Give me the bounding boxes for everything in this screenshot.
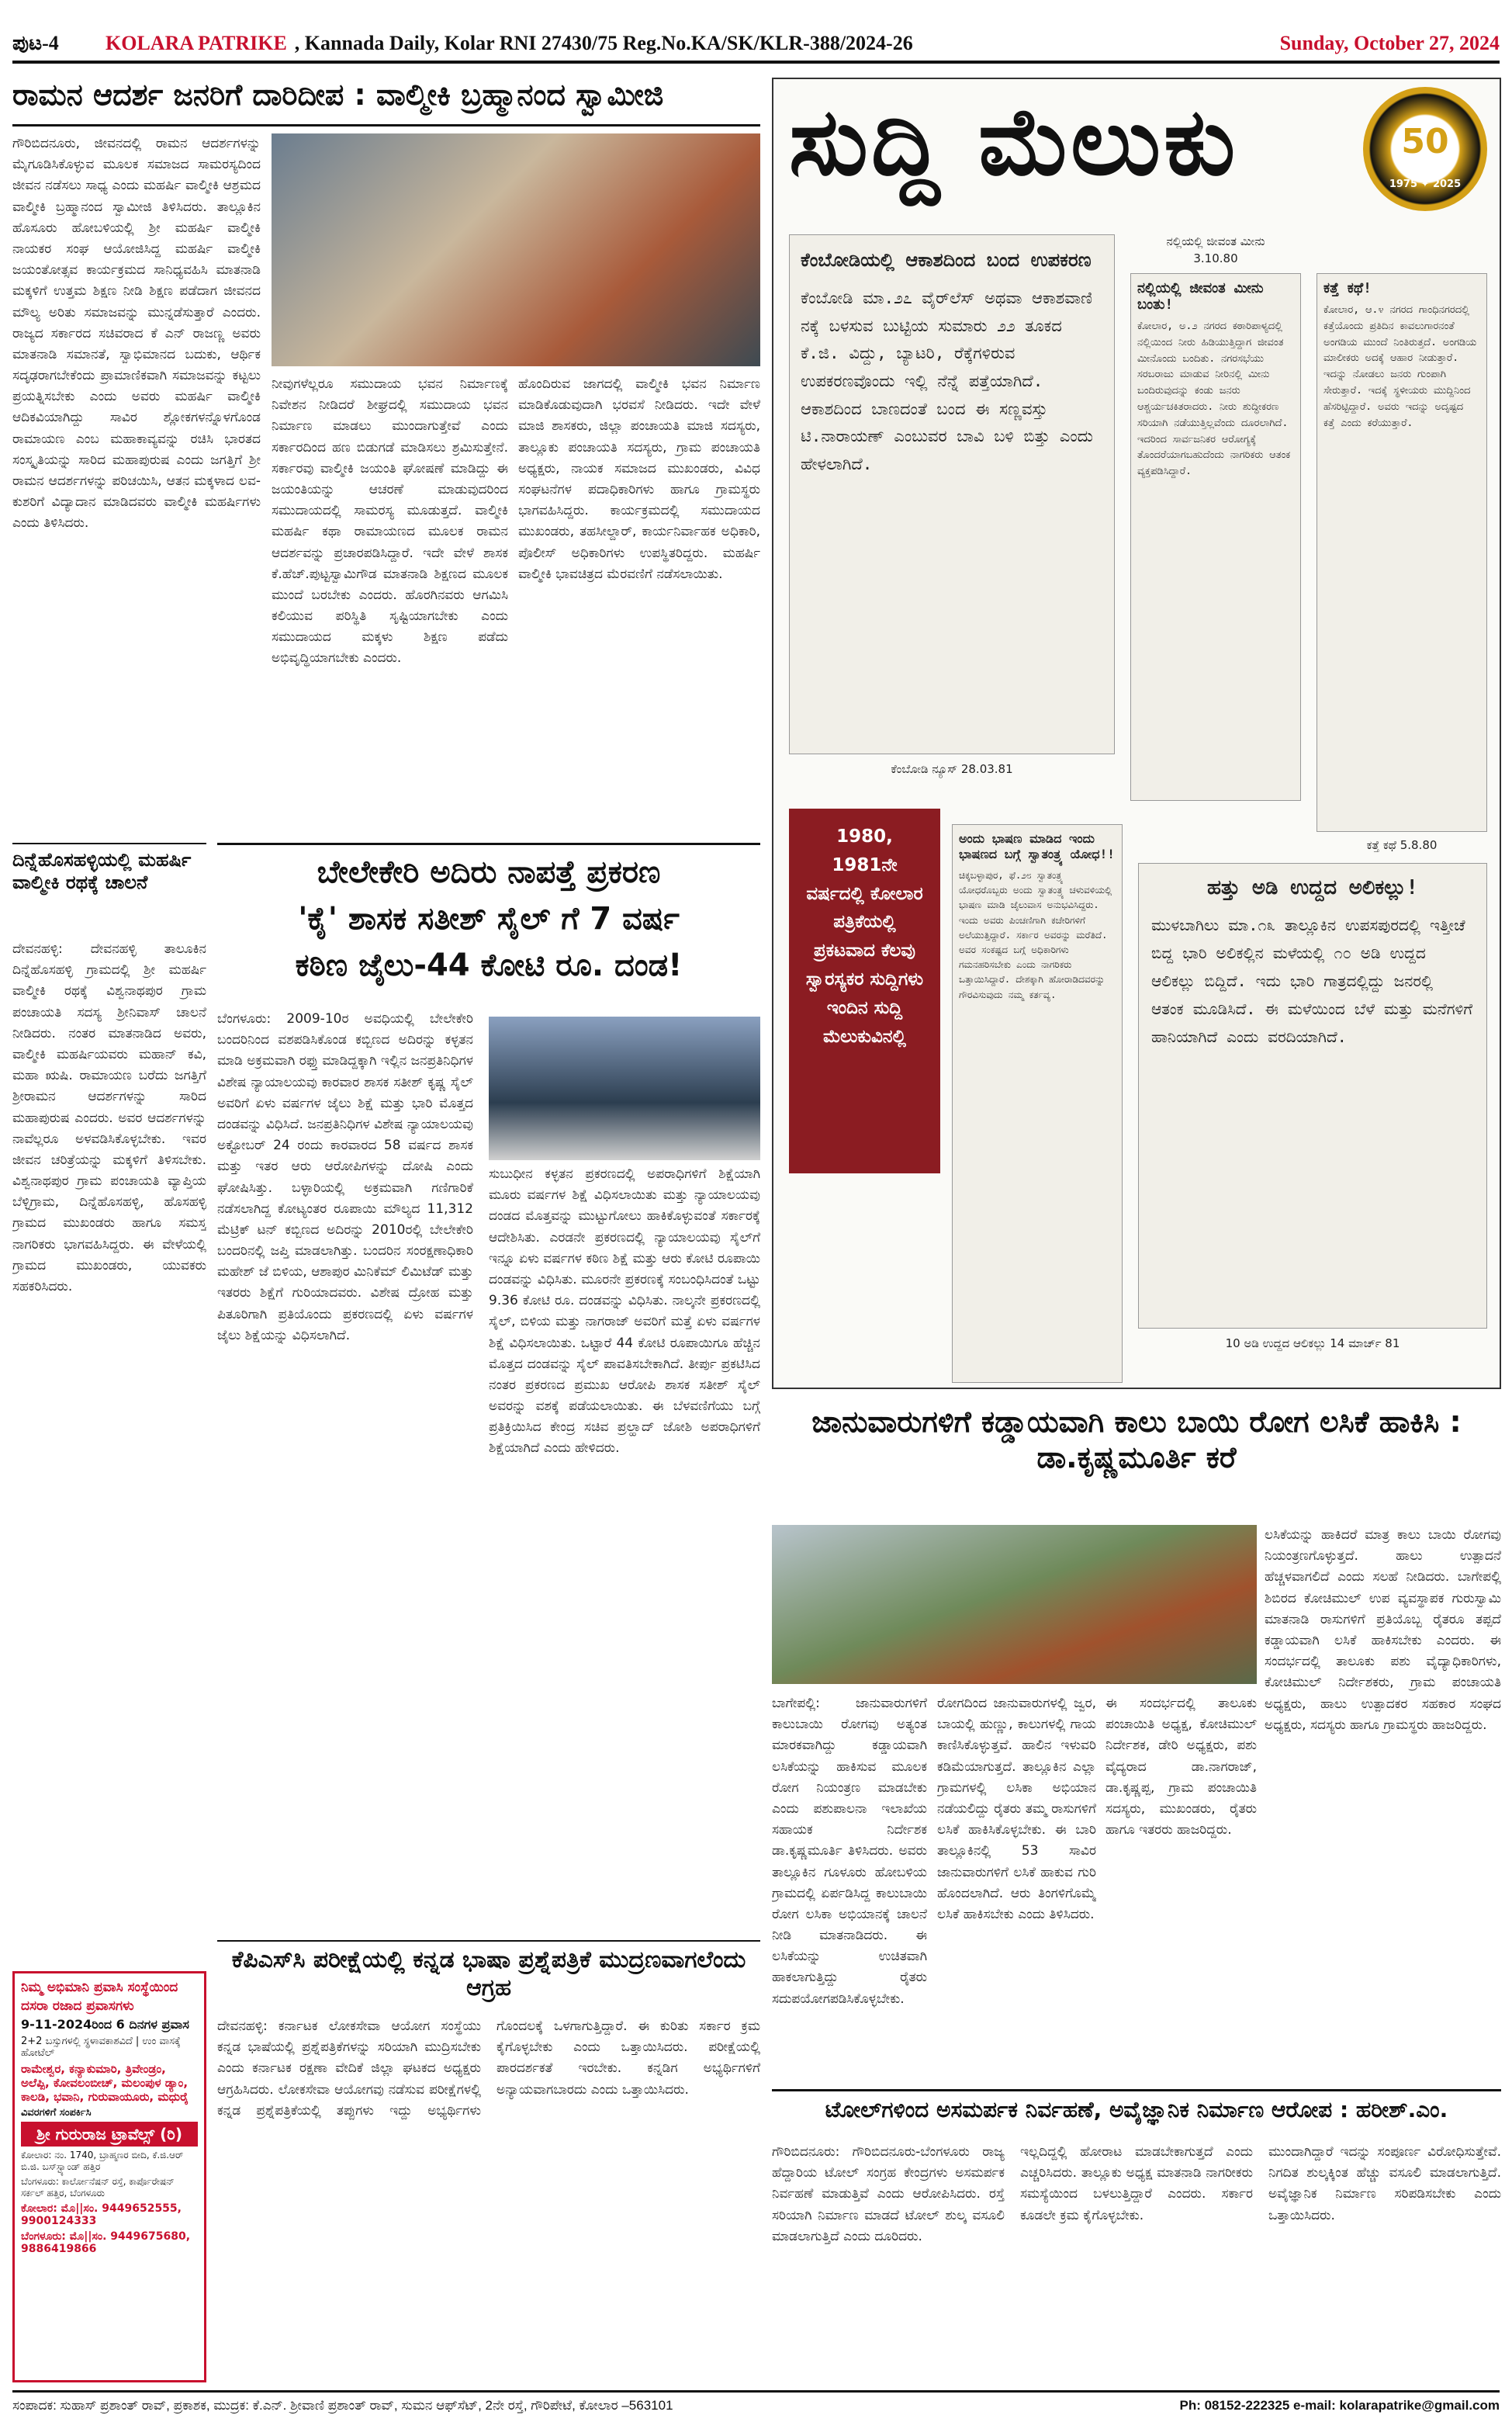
story-vaccine-col-c: ಈ ಸಂದರ್ಭದಲ್ಲಿ ತಾಲೂಕು ಪಂಚಾಯಿತಿ ಅಧ್ಯಕ್ಷ, ಕೋಚಿಮುಲ್ ನಿರ್ದೇಶಕ, ಡೇರಿ ಅಧ್ಯಕ್ಷರು, ಪಶು ವೈದ್ಯರಾದ ಡಾ.ನಾಗರಾಜ್, ಡಾ.ಕೃಷ್ಣಪ್ಪ, ಗ್ರಾಮ ಪಂಚಾಯಿತಿ ಸದಸ್ಯರು, ಮುಖಂಡರು, ರೈತರು ಹಾಗೂ ಇತರರು ಹಾಜರಿದ್ದರು.	[1105, 1696, 1257, 1838]
clipping-body: ಚಿಕ್ಕಬಳ್ಳಾಪುರ, ಫೆ.೨೮ ಸ್ವಾತಂತ್ರ್ಯ ಯೋಧರೊಬ್ಬರು ಅಂದು ಸ್ವಾತಂತ್ರ್ಯ ಚಳುವಳಿಯಲ್ಲಿ ಭಾಷಣ ಮಾಡಿ ಜೈಲುವಾಸ ಅನುಭವಿಸಿದ್ದರು. ಇಂದು ಅವರು ಪಿಂಚಣಿಗಾಗಿ ಕಚೇರಿಗಳಿಗೆ ಅಲೆಯುತ್ತಿದ್ದಾರೆ. ಸರ್ಕಾರ ಅವರನ್ನು ಮರೆತಿದೆ. ಅವರ ಸಂಕಷ್ಟದ ಬಗ್ಗೆ ಅಧಿಕಾರಿಗಳು ಗಮನಹರಿಸಬೇಕು ಎಂದು ನಾಗರಿಕರು ಒತ್ತಾಯಿಸಿದ್ದಾರೆ. ದೇಶಕ್ಕಾಗಿ ಹೋರಾಡಿದವರನ್ನು ಗೌರವಿಸುವುದು ನಮ್ಮ ಕರ್ತವ್ಯ.	[959, 870, 1112, 1000]
anniversary-logo	[1363, 87, 1487, 211]
clipping-title: ಕತ್ತೆ ಕಥೆ!	[1323, 280, 1372, 296]
ad-subtitle: ದಸರಾ ರಜಾದ ಪ್ರವಾಸಗಳು	[21, 1998, 134, 2014]
ad-title: ನಿಮ್ಮ ಅಭಿಮಾನಿ ಪ್ರವಾಸಿ ಸಂಸ್ಥೆಯಿಂದ	[21, 1980, 178, 1995]
clipping-hailstone	[1138, 863, 1487, 1329]
story-vaccine-col-right: ಲಸಿಕೆಯನ್ನು ಹಾಕಿದರೆ ಮಾತ್ರ ಕಾಲು ಬಾಯಿ ರೋಗವು ನಿಯಂತ್ರಣಗೊಳ್ಳುತ್ತದೆ. ಹಾಲು ಉತ್ಪಾದನೆ ಹೆಚ್ಚಳವಾಗಲಿದೆ ಎಂದು ಸಲಹೆ ನೀಡಿದರು. ಬಾಗೇಪಲ್ಲಿ ಶಿಬಿರದ ಕೋಚಿಮುಲ್ ಉಪ ವ್ಯವಸ್ಥಾಪಕ ಗುರುಸ್ವಾಮಿ ಮಾತನಾಡಿ ರಾಸುಗಳಿಗೆ ಪ್ರತಿಯೊಬ್ಬ ರೈತರೂ ತಪ್ಪದೆ ಕಡ್ಡಾಯವಾಗಿ ಲಸಿಕೆ ಹಾಕಿಸಬೇಕು ಎಂದರು. ಈ ಸಂದರ್ಭದಲ್ಲಿ ತಾಲೂಕು ಪಶು ವೈದ್ಯಾಧಿಕಾರಿಗಳು, ಕೋಚಿಮುಲ್ ನಿರ್ದೇಶಕರು, ಗ್ರಾಮ ಪಂಚಾಯತಿ ಅಧ್ಯಕ್ಷರು, ಹಾಲು ಉತ್ಪಾದಕರ ಸಹಕಾರ ಸಂಘದ ಅಧ್ಯಕ್ಷರು, ಸದಸ್ಯರು ಹಾಗೂ ಗ್ರಾಮಸ್ಥರು ಹಾಜರಿದ್ದರು.	[1265, 1527, 1501, 1733]
clipping-title: ಹತ್ತು ಅಡಿ ಉದ್ದದ ಅಲಿಕಲ್ಲು!	[1206, 876, 1419, 899]
clipping-caption: ಕತ್ತೆ ಕಥೆ 5.8.80	[1366, 838, 1438, 852]
ad-contact-label: ವಿವರಗಳಿಗೆ ಸಂಪರ್ಕಿಸಿ	[21, 2107, 92, 2119]
story-sail-col2: ಸುಬುಧೀನ ಕಳ್ಳತನ ಪ್ರಕರಣದಲ್ಲಿ ಅಪರಾಧಿಗಳಿಗೆ ಶಿಕ್ಷೆಯಾಗಿ ಮೂರು ವರ್ಷಗಳ ಶಿಕ್ಷೆ ವಿಧಿಸಲಾಯಿತು ಮತ್ತು ನ್ಯಾಯಾಲಯವು ದಂಡದ ಮೊತ್ತವನ್ನು ಮುಟ್ಟುಗೋಲು ಹಾಕಿಕೊಳ್ಳುವಂತೆ ಸರ್ಕಾರಕ್ಕೆ ಆದೇಶಿಸಿತು. ಎರಡನೇ ಪ್ರಕರಣದಲ್ಲಿ ನ್ಯಾಯಾಲಯವು ಸೈಲ್‌ಗೆ ಇನ್ನೂ ಏಳು ವರ್ಷಗಳ ಕಠಿಣ ಶಿಕ್ಷೆ ಮತ್ತು ಆರು ಕೋಟಿ ರೂಪಾಯಿ ದಂಡವನ್ನು ವಿಧಿಸಿತು. ಮೂರನೇ ಪ್ರಕರಣಕ್ಕೆ ಸಂಬಂಧಿಸಿದಂತೆ ಒಟ್ಟು 9.36 ಕೋಟಿ ರೂ. ದಂಡವನ್ನು ವಿಧಿಸಿತು. ನಾಲ್ಕನೇ ಪ್ರಕರಣದಲ್ಲಿ ಸೈಲ್, ಬಿಳಿಯ ಮತ್ತು ನಾಗರಾಜ್ ಅವರಿಗೆ ಮತ್ತೆ ಏಳು ವರ್ಷಗಳ ಶಿಕ್ಷೆ ವಿಧಿಸಲಾಯಿತು. ಒಟ್ಟಾರೆ 44 ಕೋಟಿ ರೂಪಾಯಿಗೂ ಹೆಚ್ಚಿನ ಮೊತ್ತದ ದಂಡವನ್ನು ಸೈಲ್ ಪಾವತಿಸಬೇಕಾಗಿದೆ. ತೀರ್ಪು ಪ್ರಕಟಿಸಿದ ನಂತರ ಪ್ರಕರಣದ ಪ್ರಮುಖ ಆರೋಪಿ ಶಾಸಕ ಸತೀಶ್ ಸೈಲ್ ಅವರನ್ನು ವಶಕ್ಕೆ ಪಡೆಯಲಾಯಿತು. ಈ ಬೆಳವಣಿಗೆಯು ಬಗ್ಗೆ ಪ್ರತಿಕ್ರಿಯಿಸಿದ ಕೇಂದ್ರ ಸಚಿವ ಪ್ರಲ್ಹಾದ್ ಜೋಶಿ ಅಪರಾಧಿಗಳಿಗೆ ಶಿಕ್ಷೆಯಾಗಿದೆ ಎಂದು ಹೇಳಿದರು.	[489, 1166, 760, 1457]
clipping-body: ಕೆಂಬೋಡಿ ಮಾ.೨೭ ವೈರ್‌ಲೆಸ್ ಅಥವಾ ಆಕಾಶವಾಣಿ ನಕ್ಕೆ ಬಳಸುವ ಬುಟ್ಟಿಯ ಸುಮಾರು ೨೨ ತೂಕದ ಕೆ.ಜಿ. ವಿದ್ದು, ಬ್ಯಾಟರಿ, ರೆಕ್ಕೆಗಳಿರುವ ಉಪಕರಣವೊಂದು ಇಲ್ಲಿ ನೆನ್ನೆ ಪತ್ತೆಯಾಗಿದೆ. ಆಕಾಶದಿಂದ ಬಾಣದಂತೆ ಬಂದ ಈ ಸಣ್ಣವಸ್ತು ಟಿ.ನಾರಾಯಣ್ ಎಂಬುವರ ಬಾವಿ ಬಳಿ ಬಿತ್ತು ಎಂದು ಹೇಳಲಾಗಿದೆ.	[801, 289, 1093, 474]
story-valmiki-col2: ನೀವುಗಳೆಲ್ಲರೂ ಸಮುದಾಯ ಭವನ ನಿರ್ಮಾಣಕ್ಕೆ ನಿವೇಶನ ನೀಡಿದರೆ ಶೀಘ್ರದಲ್ಲಿ ಸಮುದಾಯ ಭವನ ನಿರ್ಮಾಣ ಮಾಡಲು ಮುಂದಾಗುತ್ತೇವೆ ಎಂದು ಸರ್ಕಾರದಿಂದ ಹಣ ಬಿಡುಗಡೆ ಮಾಡಿಸಲು ಶ್ರಮಿಸುತ್ತೇನೆ. ಸರ್ಕಾರವು ವಾಲ್ಮೀಕಿ ಜಯಂತಿ ಘೋಷಣೆ ಮಾಡಿದ್ದು ಈ ಜಯಂತಿಯನ್ನು ಆಚರಣೆ ಮಾಡುವುದರಿಂದ ಸಮುದಾಯದಲ್ಲಿ ಸಾಮರಸ್ಯ ಮೂಡುತ್ತದೆ. ವಾಲ್ಮೀಕಿ ಮಹರ್ಷಿ ಕಥಾ ರಾಮಾಯಣದ ಮೂಲಕ ರಾಮನ ಆದರ್ಶವನ್ನು ಪ್ರಚಾರಪಡಿಸಿದ್ದಾರೆ. ಇದೇ ವೇಳೆ ಶಾಸಕ ಕೆ.ಹೆಚ್.ಪುಟ್ಟಸ್ವಾಮಿಗೌಡ ಮಾತನಾಡಿ ಶಿಕ್ಷಣದ ಮೂಲಕ ಮುಂದೆ ಬರಬೇಕು ಎಂದರು. ಹೊರಗಿನವರು ಆಗಮಿಸಿ ಕಲಿಯುವ ಪರಿಸ್ಥಿತಿ ಸೃಷ್ಟಿಯಾಗಬೇಕು ಎಂದು ಸಮುದಾಯದ ಮಕ್ಕಳು ಶಿಕ್ಷಣ ಪಡೆದು ಅಭಿವೃದ್ಧಿಯಾಗಬೇಕು ಎಂದರು.	[272, 376, 508, 667]
travel-ad	[12, 1971, 206, 2382]
story-valmiki-col3: ಹೊಂದಿರುವ ಜಾಗದಲ್ಲಿ ವಾಲ್ಮೀಕಿ ಭವನ ನಿರ್ಮಾಣ ಮಾಡಿಕೊಡುವುದಾಗಿ ಭರವಸೆ ನೀಡಿದರು. ಇದೇ ವೇಳೆ ಮಾಜಿ ಶಾಸಕರು, ಜಿಲ್ಲಾ ಪಂಚಾಯತಿ ಮಾಜಿ ಸದಸ್ಯರು, ತಾಲ್ಲೂಕು ಪಂಚಾಯತಿ ಸದಸ್ಯರು, ಗ್ರಾಮ ಪಂಚಾಯತಿ ಅಧ್ಯಕ್ಷರು, ನಾಯಕ ಸಮಾಜದ ಮುಖಂಡರು, ವಿವಿಧ ಸಂಘಟನೆಗಳ ಪದಾಧಿಕಾರಿಗಳು ಹಾಗೂ ಗ್ರಾಮಸ್ಥರು ಭಾಗವಹಿಸಿದ್ದರು. ಕಾರ್ಯಕ್ರಮದಲ್ಲಿ ಸಮುದಾಯದ ಮುಖಂಡರು, ತಹಸೀಲ್ದಾರ್, ಕಾರ್ಯನಿರ್ವಾಹಕ ಅಧಿಕಾರಿ, ಪೊಲೀಸ್ ಅಧಿಕಾರಿಗಳು ಉಪಸ್ಥಿತರಿದ್ದರು. ಮಹರ್ಷಿ ವಾಲ್ಮೀಕಿ ಭಾವಚಿತ್ರದ ಮೆರವಣಿಗೆ ನಡೆಸಲಾಯಿತು.	[518, 376, 760, 582]
story-valmiki-headline: ರಾಮನ ಆದರ್ಶ ಜನರಿಗೆ ದಾರಿದೀಪ : ವಾಲ್ಮೀಕಿ ಬ್ರಹ್ಮಾನಂದ ಸ್ವಾಮೀಜಿ	[12, 78, 664, 112]
clipping-body: ಮುಳಬಾಗಿಲು ಮಾ.೧೩ ತಾಲ್ಲೂಕಿನ ಉಪಸಪುರದಲ್ಲಿ ಇತ್ತೀಚೆ ಬಿದ್ದ ಭಾರಿ ಅಲಿಕಲ್ಲಿನ ಮಳೆಯಲ್ಲಿ ೧೦ ಅಡಿ ಉದ್ದದ ಆಲಿಕಲ್ಲು ಬಿದ್ದಿದೆ. ಇದು ಭಾರಿ ಗಾತ್ರದಲ್ಲಿದ್ದು ಜನರಲ್ಲಿ ಆತಂಕ ಮೂಡಿಸಿದೆ. ಈ ಮಳೆಯಿಂದ ಬೆಳೆ ಮತ್ತು ಮನೆಗಳಿಗೆ ಹಾನಿಯಾಗಿದೆ ಎಂದು ವರದಿಯಾಗಿದೆ.	[1151, 916, 1473, 1046]
ad-places: ರಾಮೇಶ್ವರ, ಕನ್ಯಾಕುಮಾರಿ, ತ್ರಿವೇಂಡ್ರಂ, ಅಲೆಪ್ಪಿ, ಕೋವಲಂಬೀಚ್, ಮಲಂಪುಳ ಡ್ಯಾಂ, ಕಾಲಡಿ, ಭವಾನಿ, ಗುರುವಾಯೂರು, ಮಧುರೈ	[21, 2062, 189, 2104]
clipping-caption: ಕೆಂಬೋಡಿ ನ್ಯೂಸ್ 28.03.81	[891, 762, 1013, 776]
divider	[772, 2089, 1501, 2091]
clipping-date: 3.10.80	[1193, 251, 1238, 265]
story-vaccine-col-a: ಬಾಗೇಪಲ್ಲಿ: ಜಾನುವಾರುಗಳಿಗೆ ಕಾಲುಬಾಯಿ ರೋಗವು ಅತ್ಯಂತ ಮಾರಕವಾಗಿದ್ದು ಕಡ್ಡಾಯವಾಗಿ ಲಸಿಕೆಯನ್ನು ಹಾಕಿಸುವ ಮೂಲಕ ರೋಗ ನಿಯಂತ್ರಣ ಮಾಡಬೇಕು ಎಂದು ಪಶುಪಾಲನಾ ಇಲಾಖೆಯ ಸಹಾಯಕ ನಿರ್ದೇಶಕ ಡಾ.ಕೃಷ್ಣಮೂರ್ತಿ ತಿಳಿಸಿದರು. ಅವರು ತಾಲ್ಲೂಕಿನ ಗೂಳೂರು ಹೋಬಳಿಯ ಗ್ರಾಮದಲ್ಲಿ ಏರ್ಪಡಿಸಿದ್ದ ಕಾಲುಬಾಯಿ ರೋಗ ಲಸಿಕಾ ಅಭಿಯಾನಕ್ಕೆ ಚಾಲನೆ ನೀಡಿ ಮಾತನಾಡಿದರು. ಈ ಲಸಿಕೆಯನ್ನು ಉಚಿತವಾಗಿ ಹಾಕಲಾಗುತ್ತಿದ್ದು ರೈತರು ಸದುಪಯೋಗಪಡಿಸಿಕೊಳ್ಳಬೇಕು.	[772, 1696, 927, 2007]
story-vaccine-headline: ಜಾನುವಾರುಗಳಿಗೆ ಕಡ್ಡಾಯವಾಗಿ ಕಾಲು ಬಾಯಿ ರೋಗ ಲಸಿಕೆ ಹಾಕಿಸಿ : ಡಾ.ಕೃಷ್ಣಮೂರ್ತಿ ಕರೆ	[811, 1405, 1462, 1474]
story-rath-headline: ದಿನ್ನೆಹೊಸಹಳ್ಳಿಯಲ್ಲಿ ಮಹರ್ಷಿ ವಾಲ್ಮೀಕಿ ರಥಕ್ಕೆ ಚಾಲನೆ	[12, 849, 192, 893]
story-kpsc-headline: ಕೆಪಿಎಸ್‌ಸಿ ಪರೀಕ್ಷೆಯಲ್ಲಿ ಕನ್ನಡ ಭಾಷಾ ಪ್ರಶ್ನೆಪತ್ರಿಕೆ ಮುದ್ರಣವಾಗಲೆಂದು ಆಗ್ರಹ	[231, 1946, 746, 2001]
footer-imprint: ಸಂಪಾದಕ: ಸುಹಾಸ್ ಪ್ರಶಾಂತ್ ರಾವ್, ಪ್ರಕಾಶಕ, ಮುದ್ರಕ: ಕೆ.ಎನ್. ಶ್ರೀವಾಣಿ ಪ್ರಶಾಂತ್ ರಾವ್, ಸುಮನ ಆಫ್‌ಸೆಟ್, 2ನೇ ರಸ್ತೆ, ಗೌರಿಪೇಟೆ, ಕೋಲಾರ –563101	[12, 2397, 673, 2413]
logo-years: 1975 ✦ 2025	[1389, 178, 1462, 190]
ad-phone-1: ಕೋಲಾರ: ಮೊ||ಸಂ. 9449652555, 9900124333	[21, 2202, 182, 2227]
page-number: ಪುಟ-4	[12, 31, 59, 54]
newspaper-name: KOLARA PATRIKE	[106, 32, 287, 54]
clipping-title: ಕೆಂಬೋಡಿಯಲ್ಲಿ ಆಕಾಶದಿಂದ ಬಂದ ಉಪಕರಣ	[801, 249, 1092, 271]
story-sail-headline-2: 'ಕೈ' ಶಾಸಕ ಸತೀಶ್ ಸೈಲ್ ಗೆ 7 ವರ್ಷ	[298, 901, 680, 937]
story-valmiki-col1: ಗೌರಿಬಿದನೂರು, ಜೀವನದಲ್ಲಿ ರಾಮನ ಆದರ್ಶಗಳನ್ನು ಮೈಗೂಡಿಸಿಕೊಳ್ಳುವ ಮೂಲಕ ಸಮಾಜದ ಸಾಮರಸ್ಯದಿಂದ ಜೀವನ ನಡೆಸಲು ಸಾಧ್ಯ ಎಂದು ಮಹರ್ಷಿ ವಾಲ್ಮೀಕಿ ಆಶ್ರಮದ ವಾಲ್ಮೀಕಿ ಬ್ರಹ್ಮಾನಂದ ಸ್ವಾಮೀಜಿ ತಿಳಿಸಿದರು. ತಾಲ್ಲೂಕಿನ ಹೊಸೂರು ಹೋಬಳಿಯಲ್ಲಿ ಶ್ರೀ ಮಹರ್ಷಿ ವಾಲ್ಮೀಕಿ ನಾಯಕರ ಸಂಘ ಆಯೋಜಿಸಿದ್ದ ಮಹರ್ಷಿ ವಾಲ್ಮೀಕಿ ಜಯಂತೋತ್ಸವ ಕಾರ್ಯಕ್ರಮದ ಸಾನಿಧ್ಯವಹಿಸಿ ಮಾತನಾಡಿ ಮಕ್ಕಳಿಗೆ ಉತ್ತಮ ಶಿಕ್ಷಣ ನೀಡಿ ಶಿಕ್ಷಣ ಪಡೆದಾಗ ಜೀವನದ ಮೌಲ್ಯ ಅರಿತು ಸಮಾಜವನ್ನು ಮುನ್ನಡೆಸುತ್ತಾರೆ ಎಂದರು. ರಾಜ್ಯದ ಸರ್ಕಾರದ ಸಚಿವರಾದ ಕೆ ಎನ್ ರಾಜಣ್ಣ ಅವರು ಮಾತನಾಡಿ ಸಮಾನತೆ, ಸ್ವಾಭಿಮಾನದ ಬದುಕು, ಆರ್ಥಿಕ ಸದೃಢರಾಗಬೇಕೆಂದು ಪ್ರಾಮಾಣಿಕವಾಗಿ ಸಮಾಜವನ್ನು ಕಟ್ಟಲು ಪ್ರಯತ್ನಿಸಬೇಕು ಎಂದು ಅವರು ಮಹರ್ಷಿ ವಾಲ್ಮೀಕಿ ಆದಿಕವಿಯಾಗಿದ್ದು ಸಾವಿರ ಶ್ಲೋಕಗಳನ್ನೊಳಗೊಂಡ ರಾಮಾಯಣ ಎಂಬ ಮಹಾಕಾವ್ಯವನ್ನು ರಚಿಸಿ ಭಾರತದ ಸಂಸ್ಕೃತಿಯನ್ನು ಸಾರಿದ ಮಹಾಪುರುಷ ಎಂದು ಜಗತ್ತಿಗೆ ಶ್ರೀ ರಾಮನ ಆದರ್ಶಗಳನ್ನು ಪರಿಚಯಿಸಿ, ಆತನ ಮಕ್ಕಳಾದ ಲವ-ಕುಶರಿಗೆ ವಿದ್ಯಾದಾನ ಮಾಡಿದವರು ವಾಲ್ಮೀಕಿ ಮಹರ್ಷಿಗಳು ಎಂದು ತಿಳಿಸಿದರು.	[12, 136, 261, 532]
story-sail-headline-3: ಕಠಿಣ ಜೈಲು-44 ಕೋಟಿ ರೂ. ದಂಡ!	[295, 948, 683, 983]
footer-contact: Ph: 08152-222325 e-mail: kolarapatrike@gmail.com	[1179, 2397, 1500, 2413]
ad-line: 2+2 ಬಸ್ಸುಗಳಲ್ಲಿ ಸ್ಥಳಾವಕಾಶವಿದೆ | ಉಂ ವಾಸಕ್ಕೆ ಹೋಟೆಲ್	[21, 2036, 181, 2059]
story-sail-headline-1: ಬೇಲೇಕೇರಿ ಅದಿರು ನಾಪತ್ತೆ ಪ್ರಕರಣ	[317, 854, 661, 890]
issue-date: Sunday, October 27, 2024	[1279, 32, 1500, 54]
ad-address-1: ಕೋಲಾರ: ನಂ. 1740, ಬ್ರಾಹ್ಮಣರ ಬೀದಿ, ಕೆ.ಜಿ.ಆರ್ ಬಿ.ಜಿ. ಬಸ್‌ಸ್ಟ್ಯಾಂಡ್ ಹತ್ತಿರ	[21, 2150, 184, 2172]
sudhi-masthead: ಸುದ್ದಿ ಮೆಲುಕು	[789, 87, 1239, 196]
ad-phone-2: ಬೆಂಗಳೂರು: ಮೊ||ಸಂ. 9449675680, 9886419866	[21, 2230, 191, 2255]
clipping-caption: 10 ಅಡಿ ಉದ್ದದ ಆಲಿಕಲ್ಲು 14 ಮಾರ್ಚ್ 81	[1225, 1336, 1400, 1350]
clipping-donkey	[1317, 273, 1487, 832]
page-footer	[12, 2390, 1500, 2418]
story-kpsc-body: ದೇವನಹಳ್ಳಿ: ಕರ್ನಾಟಕ ಲೋಕಸೇವಾ ಆಯೋಗ ಸಂಸ್ಥೆಯು ಕನ್ನಡ ಭಾಷೆಯಲ್ಲಿ ಪ್ರಶ್ನೆಪತ್ರಿಕೆಗಳನ್ನು ಸರಿಯಾಗಿ ಮುದ್ರಿಸಬೇಕು ಎಂದು ಕರ್ನಾಟಕ ರಕ್ಷಣಾ ವೇದಿಕೆ ಜಿಲ್ಲಾ ಘಟಕದ ಅಧ್ಯಕ್ಷರು ಆಗ್ರಹಿಸಿದರು. ಲೋಕಸೇವಾ ಆಯೋಗವು ನಡೆಸುವ ಪರೀಕ್ಷೆಗಳಲ್ಲಿ ಕನ್ನಡ ಪ್ರಶ್ನೆಪತ್ರಿಕೆಯಲ್ಲಿ ತಪ್ಪುಗಳು ಇದ್ದು ಅಭ್ಯರ್ಥಿಗಳು ಗೊಂದಲಕ್ಕೆ ಒಳಗಾಗುತ್ತಿದ್ದಾರೆ. ಈ ಕುರಿತು ಸರ್ಕಾರ ಕ್ರಮ ಕೈಗೊಳ್ಳಬೇಕು ಎಂದು ಒತ್ತಾಯಿಸಿದರು. ಪರೀಕ್ಷೆಯಲ್ಲಿ ಪಾರದರ್ಶಕತೆ ಇರಬೇಕು. ಕನ್ನಡಿಗ ಅಭ್ಯರ್ಥಿಗಳಿಗೆ ಅನ್ಯಾಯವಾಗಬಾರದು ಎಂದು ಒತ್ತಾಯಿಸಿದರು.	[217, 2018, 760, 2119]
divider	[217, 1940, 760, 1942]
ad-company: ಶ್ರೀ ಗುರುರಾಜ ಟ್ರಾವೆಲ್ಸ್ (ರಿ)	[21, 2122, 198, 2147]
story-toll-col1: ಗೌರಿಬಿದನೂರು: ಗೌರಿಬಿದನೂರು-ಬೆಂಗಳೂರು ರಾಜ್ಯ ಹೆದ್ದಾರಿಯ ಟೋಲ್ ಸಂಗ್ರಹ ಕೇಂದ್ರಗಳು ಅಸಮರ್ಪಕ ನಿರ್ವಹಣೆ ಮಾಡುತ್ತಿವೆ ಎಂದು ಆರೋಪಿಸಿದರು. ರಸ್ತೆ ಸರಿಯಾಗಿ ನಿರ್ಮಾಣ ಮಾಡದೆ ಟೋಲ್ ಶುಲ್ಕ ವಸೂಲಿ ಮಾಡಲಾಗುತ್ತಿದೆ ಎಂದು ದೂರಿದರು.	[772, 2144, 1005, 2244]
ad-date: 9-11-2024ರಿಂದ 6 ದಿನಗಳ ಪ್ರವಾಸ	[21, 2017, 189, 2032]
story-sail-col1: ಬೆಂಗಳೂರು: 2009-10ರ ಅವಧಿಯಲ್ಲಿ ಬೇಲೇಕೇರಿ ಬಂದರಿನಿಂದ ವಶಪಡಿಸಿಕೊಂಡ ಕಬ್ಬಿಣದ ಅದಿರನ್ನು ಕಳ್ಳತನ ಮಾಡಿ ಅಕ್ರಮವಾಗಿ ರಫ್ತು ಮಾಡಿದ್ದಕ್ಕಾಗಿ ಇಲ್ಲಿನ ಜನಪ್ರತಿನಿಧಿಗಳ ವಿಶೇಷ ನ್ಯಾಯಾಲಯವು ಕಾರವಾರ ಶಾಸಕ ಸತೀಶ್ ಕೃಷ್ಣ ಸೈಲ್ ಅವರಿಗೆ ಏಳು ವರ್ಷಗಳ ಜೈಲು ಶಿಕ್ಷೆ ಮತ್ತು ಭಾರಿ ಮೊತ್ತದ ದಂಡವನ್ನು ವಿಧಿಸಿದೆ. ಜನಪ್ರತಿನಿಧಿಗಳ ವಿಶೇಷ ನ್ಯಾಯಾಲಯವು ಅಕ್ಟೋಬರ್ 24 ರಂದು ಕಾರವಾರದ 58 ವರ್ಷದ ಶಾಸಕ ಮತ್ತು ಇತರ ಆರು ಆರೋಪಿಗಳನ್ನು ದೋಷಿ ಎಂದು ಘೋಷಿಸಿತ್ತು. ಬಳ್ಳಾರಿಯಲ್ಲಿ ಅಕ್ರಮವಾಗಿ ಗಣಿಗಾರಿಕೆ ನಡೆಸಲಾಗಿದ್ದ ಕೋಟ್ಯಂತರ ರೂಪಾಯಿ ಮೌಲ್ಯದ 11,312 ಮೆಟ್ರಿಕ್ ಟನ್ ಕಬ್ಬಿಣದ ಅದಿರನ್ನು 2010ರಲ್ಲಿ ಬೇಲೇಕೇರಿ ಬಂದರಿನಲ್ಲಿ ಜಪ್ತಿ ಮಾಡಲಾಗಿತ್ತು. ಬಂದರಿನ ಸಂರಕ್ಷಣಾಧಿಕಾರಿ ಮಹೇಶ್ ಜೆ ಬಿಳಿಯ, ಆಶಾಪುರ ಮಿನಿಕೆಮ್ ಲಿಮಿಟೆಡ್ ಮತ್ತು ಇತರರು ಶಿಕ್ಷೆಗೆ ಗುರಿಯಾದವರು. ವಿಶೇಷ ದ್ರೋಹ ಮತ್ತು ಪಿತೂರಿಗಾಗಿ ಪ್ರತಿಯೊಂದು ಪ್ರಕರಣದಲ್ಲಿ ಏಳು ವರ್ಷಗಳ ಜೈಲು ಶಿಕ್ಷೆಯನ್ನು ವಿಧಿಸಲಾಗಿದೆ.	[217, 1011, 473, 1343]
clipping-kembodi	[789, 234, 1115, 754]
clipping-body: ಕೋಲಾರ, ಅ.೨ ನಗರದ ಕಠಾರಿಪಾಳ್ಯದಲ್ಲಿ ನಲ್ಲಿಯಿಂದ ನೀರು ಹಿಡಿಯುತ್ತಿದ್ದಾಗ ಜೀವಂತ ಮೀನೊಂದು ಬಂದಿತು. ನಗರಸಭೆಯು ಸರಬರಾಜು ಮಾಡುವ ನೀರಿನಲ್ಲಿ ಮೀನು ಬಂದಿರುವುದನ್ನು ಕಂಡು ಜನರು ಆಶ್ಚರ್ಯಚಕಿತರಾದರು. ನೀರು ಶುದ್ಧೀಕರಣ ಸರಿಯಾಗಿ ನಡೆಯುತ್ತಿಲ್ಲವೆಂದು ದೂರಲಾಗಿದೆ. ಇದರಿಂದ ಸಾರ್ವಜನಿಕರ ಆರೋಗ್ಯಕ್ಕೆ ತೊಂದರೆಯಾಗಬಹುದೆಂದು ನಾಗರಿಕರು ಆತಂಕ ವ್ಯಕ್ತಪಡಿಸಿದ್ದಾರೆ.	[1137, 321, 1291, 478]
clipping-title: ಅಂದು ಭಾಷಣ ಮಾಡಿದ ಇಂದು ಭಾಷಣದ ಬಗ್ಗೆ ಸ್ವಾತಂತ್ರ್ಯ ಯೋಧ!!	[959, 831, 1115, 861]
clipping-title: ನಲ್ಲಿಯಲ್ಲಿ ಜೀವಂತ ಮೀನು ಬಂತು!	[1137, 280, 1264, 313]
story-toll-col2: ಇಲ್ಲದಿದ್ದಲ್ಲಿ ಹೋರಾಟ ಮಾಡಬೇಕಾಗುತ್ತದೆ ಎಂದು ಎಚ್ಚರಿಸಿದರು. ತಾಲ್ಲೂಕು ಅಧ್ಯಕ್ಷ ಮಾತನಾಡಿ ನಾಗರೀಕರು ಸಮಸ್ಯೆಯಿಂದ ಬಳಲುತ್ತಿದ್ದಾರೆ ಎಂದರು. ಸರ್ಕಾರ ಕೂಡಲೇ ಕ್ರಮ ಕೈಗೊಳ್ಳಬೇಕು.	[1020, 2144, 1253, 2223]
story-vaccine-col-b: ರೋಗದಿಂದ ಜಾನುವಾರುಗಳಲ್ಲಿ ಜ್ವರ, ಬಾಯಲ್ಲಿ ಹುಣ್ಣು, ಕಾಲುಗಳಲ್ಲಿ ಗಾಯ ಕಾಣಿಸಿಕೊಳ್ಳುತ್ತವೆ. ಹಾಲಿನ ಇಳುವರಿ ಕಡಿಮೆಯಾಗುತ್ತದೆ. ತಾಲ್ಲೂಕಿನ ಎಲ್ಲಾ ಗ್ರಾಮಗಳಲ್ಲಿ ಲಸಿಕಾ ಅಭಿಯಾನ ನಡೆಯಲಿದ್ದು ರೈತರು ತಮ್ಮ ರಾಸುಗಳಿಗೆ ಲಸಿಕೆ ಹಾಕಿಸಿಕೊಳ್ಳಬೇಕು. ಈ ಬಾರಿ ತಾಲ್ಲೂಕಿನಲ್ಲಿ 53 ಸಾವಿರ ಜಾನುವಾರುಗಳಿಗೆ ಲಸಿಕೆ ಹಾಕುವ ಗುರಿ ಹೊಂದಲಾಗಿದೆ. ಆರು ತಿಂಗಳಿಗೊಮ್ಮೆ ಲಸಿಕೆ ಹಾಕಿಸಬೇಕು ಎಂದು ತಿಳಿಸಿದರು.	[937, 1696, 1096, 1922]
sudhi-meluku-section	[772, 78, 1501, 1389]
clipping-caption: ನಲ್ಲಿಯಲ್ಲಿ ಜೀವಂತ ಮೀನು	[1166, 234, 1265, 248]
newspaper-meta: , Kannada Daily, Kolar RNI 27430/75 Reg.No.KA/SK/KLR-388/2024-26	[294, 32, 913, 54]
divider	[12, 843, 206, 844]
ad-address-2: ಬೆಂಗಳೂರು: ಕಾರ್ಲೋನೆಷನ್ ರಸ್ತೆ, ಕಾರ್ಪೊರೇಷನ್ ಸರ್ಕಲ್ ಹತ್ತಿರ, ಬೆಂಗಳೂರು	[21, 2176, 175, 2199]
clipping-freedom-fighter	[952, 824, 1123, 1383]
story-toll-col3: ಮುಂದಾಗಿದ್ದಾರೆ ಇದನ್ನು ಸಂಪೂರ್ಣ ವಿರೋಧಿಸುತ್ತೇವೆ. ನಿಗದಿತ ಶುಲ್ಕಕ್ಕಿಂತ ಹೆಚ್ಚು ವಸೂಲಿ ಮಾಡಲಾಗುತ್ತಿದೆ. ಅವೈಜ್ಞಾನಿಕ ನಿರ್ಮಾಣ ಸರಿಪಡಿಸಬೇಕು ಎಂದು ಒತ್ತಾಯಿಸಿದರು.	[1268, 2144, 1501, 2223]
clipping-body: ಕೋಲಾರ, ಆ.೪ ನಗರದ ಗಾಂಧಿನಗರದಲ್ಲಿ ಕತ್ತೆಯೊಂದು ಪ್ರತಿದಿನ ಕಾವಲುಗಾರನಂತೆ ಅಂಗಡಿಯ ಮುಂದೆ ನಿಂತಿರುತ್ತದೆ. ಅಂಗಡಿಯ ಮಾಲೀಕರು ಅದಕ್ಕೆ ಆಹಾರ ನೀಡುತ್ತಾರೆ. ಇದನ್ನು ನೋಡಲು ಜನರು ಗುಂಪಾಗಿ ಸೇರುತ್ತಾರೆ. ಇದಕ್ಕೆ ಸ್ಥಳೀಯರು ಮುದ್ದಿನಿಂದ ಹೆಸರಿಟ್ಟಿದ್ದಾರೆ. ಅವರು ಇದನ್ನು ಅದೃಷ್ಟದ ಕತ್ತೆ ಎಂದು ಕರೆಯುತ್ತಾರೆ.	[1323, 304, 1477, 429]
story-toll-headline: ಟೋಲ್‌ಗಳಿಂದ ಅಸಮರ್ಪಕ ನಿರ್ವಹಣೆ, ಅವೈಜ್ಞಾನಿಕ ನಿರ್ಮಾಣ ಆರೋಪ : ಹರೀಶ್.ಎಂ.	[825, 2097, 1448, 2122]
story-rath-body: ದೇವನಹಳ್ಳಿ: ದೇವನಹಳ್ಳಿ ತಾಲೂಕಿನ ದಿನ್ನೆಹೊಸಹಳ್ಳಿ ಗ್ರಾಮದಲ್ಲಿ ಶ್ರೀ ಮಹರ್ಷಿ ವಾಲ್ಮೀಕಿ ರಥಕ್ಕೆ ವಿಶ್ವನಾಥಪುರ ಗ್ರಾಮ ಪಂಚಾಯತಿ ಸದಸ್ಯ ಶ್ರೀನಿವಾಸ್ ಚಾಲನೆ ನೀಡಿದರು. ನಂತರ ಮಾತನಾಡಿದ ಅವರು, ವಾಲ್ಮೀಕಿ ಮಹರ್ಷಿಯವರು ಮಹಾನ್ ಕವಿ, ಮಹಾ ಋಷಿ. ರಾಮಾಯಣ ಬರೆದು ಜಗತ್ತಿಗೆ ಶ್ರೀರಾಮನ ಆದರ್ಶಗಳನ್ನು ಸಾರಿದ ಮಹಾಪುರುಷ ಎಂದರು. ಅವರ ಆದರ್ಶಗಳನ್ನು ನಾವೆಲ್ಲರೂ ಅಳವಡಿಸಿಕೊಳ್ಳಬೇಕು. ಇವರ ಜೀವನ ಚರಿತ್ರೆಯನ್ನು ಮಕ್ಕಳಿಗೆ ತಿಳಿಸಬೇಕು. ವಿಶ್ವನಾಥಪುರ ಗ್ರಾಮ ಪಂಚಾಯತಿ ವ್ಯಾಪ್ತಿಯ ಬೆಳ್ಳಿಗ್ರಾಮ, ದಿನ್ನೆಹೊಸಹಳ್ಳಿ, ಹೊಸಹಳ್ಳಿ ಗ್ರಾಮದ ಮುಖಂಡರು ಹಾಗೂ ಸಮಸ್ತ ನಾಗರಿಕರು ಭಾಗವಹಿಸಿದ್ದರು. ಈ ವೇಳೆಯಲ್ಲಿ ಗ್ರಾಮದ ಮುಖಂಡರು, ಯುವಕರು ಸಹಕರಿಸಿದರು.	[12, 941, 206, 1294]
divider	[12, 124, 760, 126]
sudhi-intro-box: 1980, 1981ನೇ ವರ್ಷದಲ್ಲಿ ಕೋಲಾರ ಪತ್ರಿಕೆಯಲ್ಲಿ ಪ್ರಕಟವಾದ ಕೆಲವು ಸ್ವಾರಸ್ಯಕರ ಸುದ್ದಿಗಳು ಇಂದಿನ ಸುದ್ದಿ ಮೆಲುಕುವಿನಲ್ಲಿ	[789, 809, 940, 1173]
page-header	[12, 26, 1500, 64]
valmiki-event-photo	[272, 133, 760, 366]
vaccination-photo	[772, 1525, 1257, 1684]
logo-number: 50	[1401, 122, 1449, 161]
clipping-fish	[1130, 273, 1301, 801]
divider	[217, 843, 760, 845]
satish-sail-photo	[489, 1017, 760, 1160]
